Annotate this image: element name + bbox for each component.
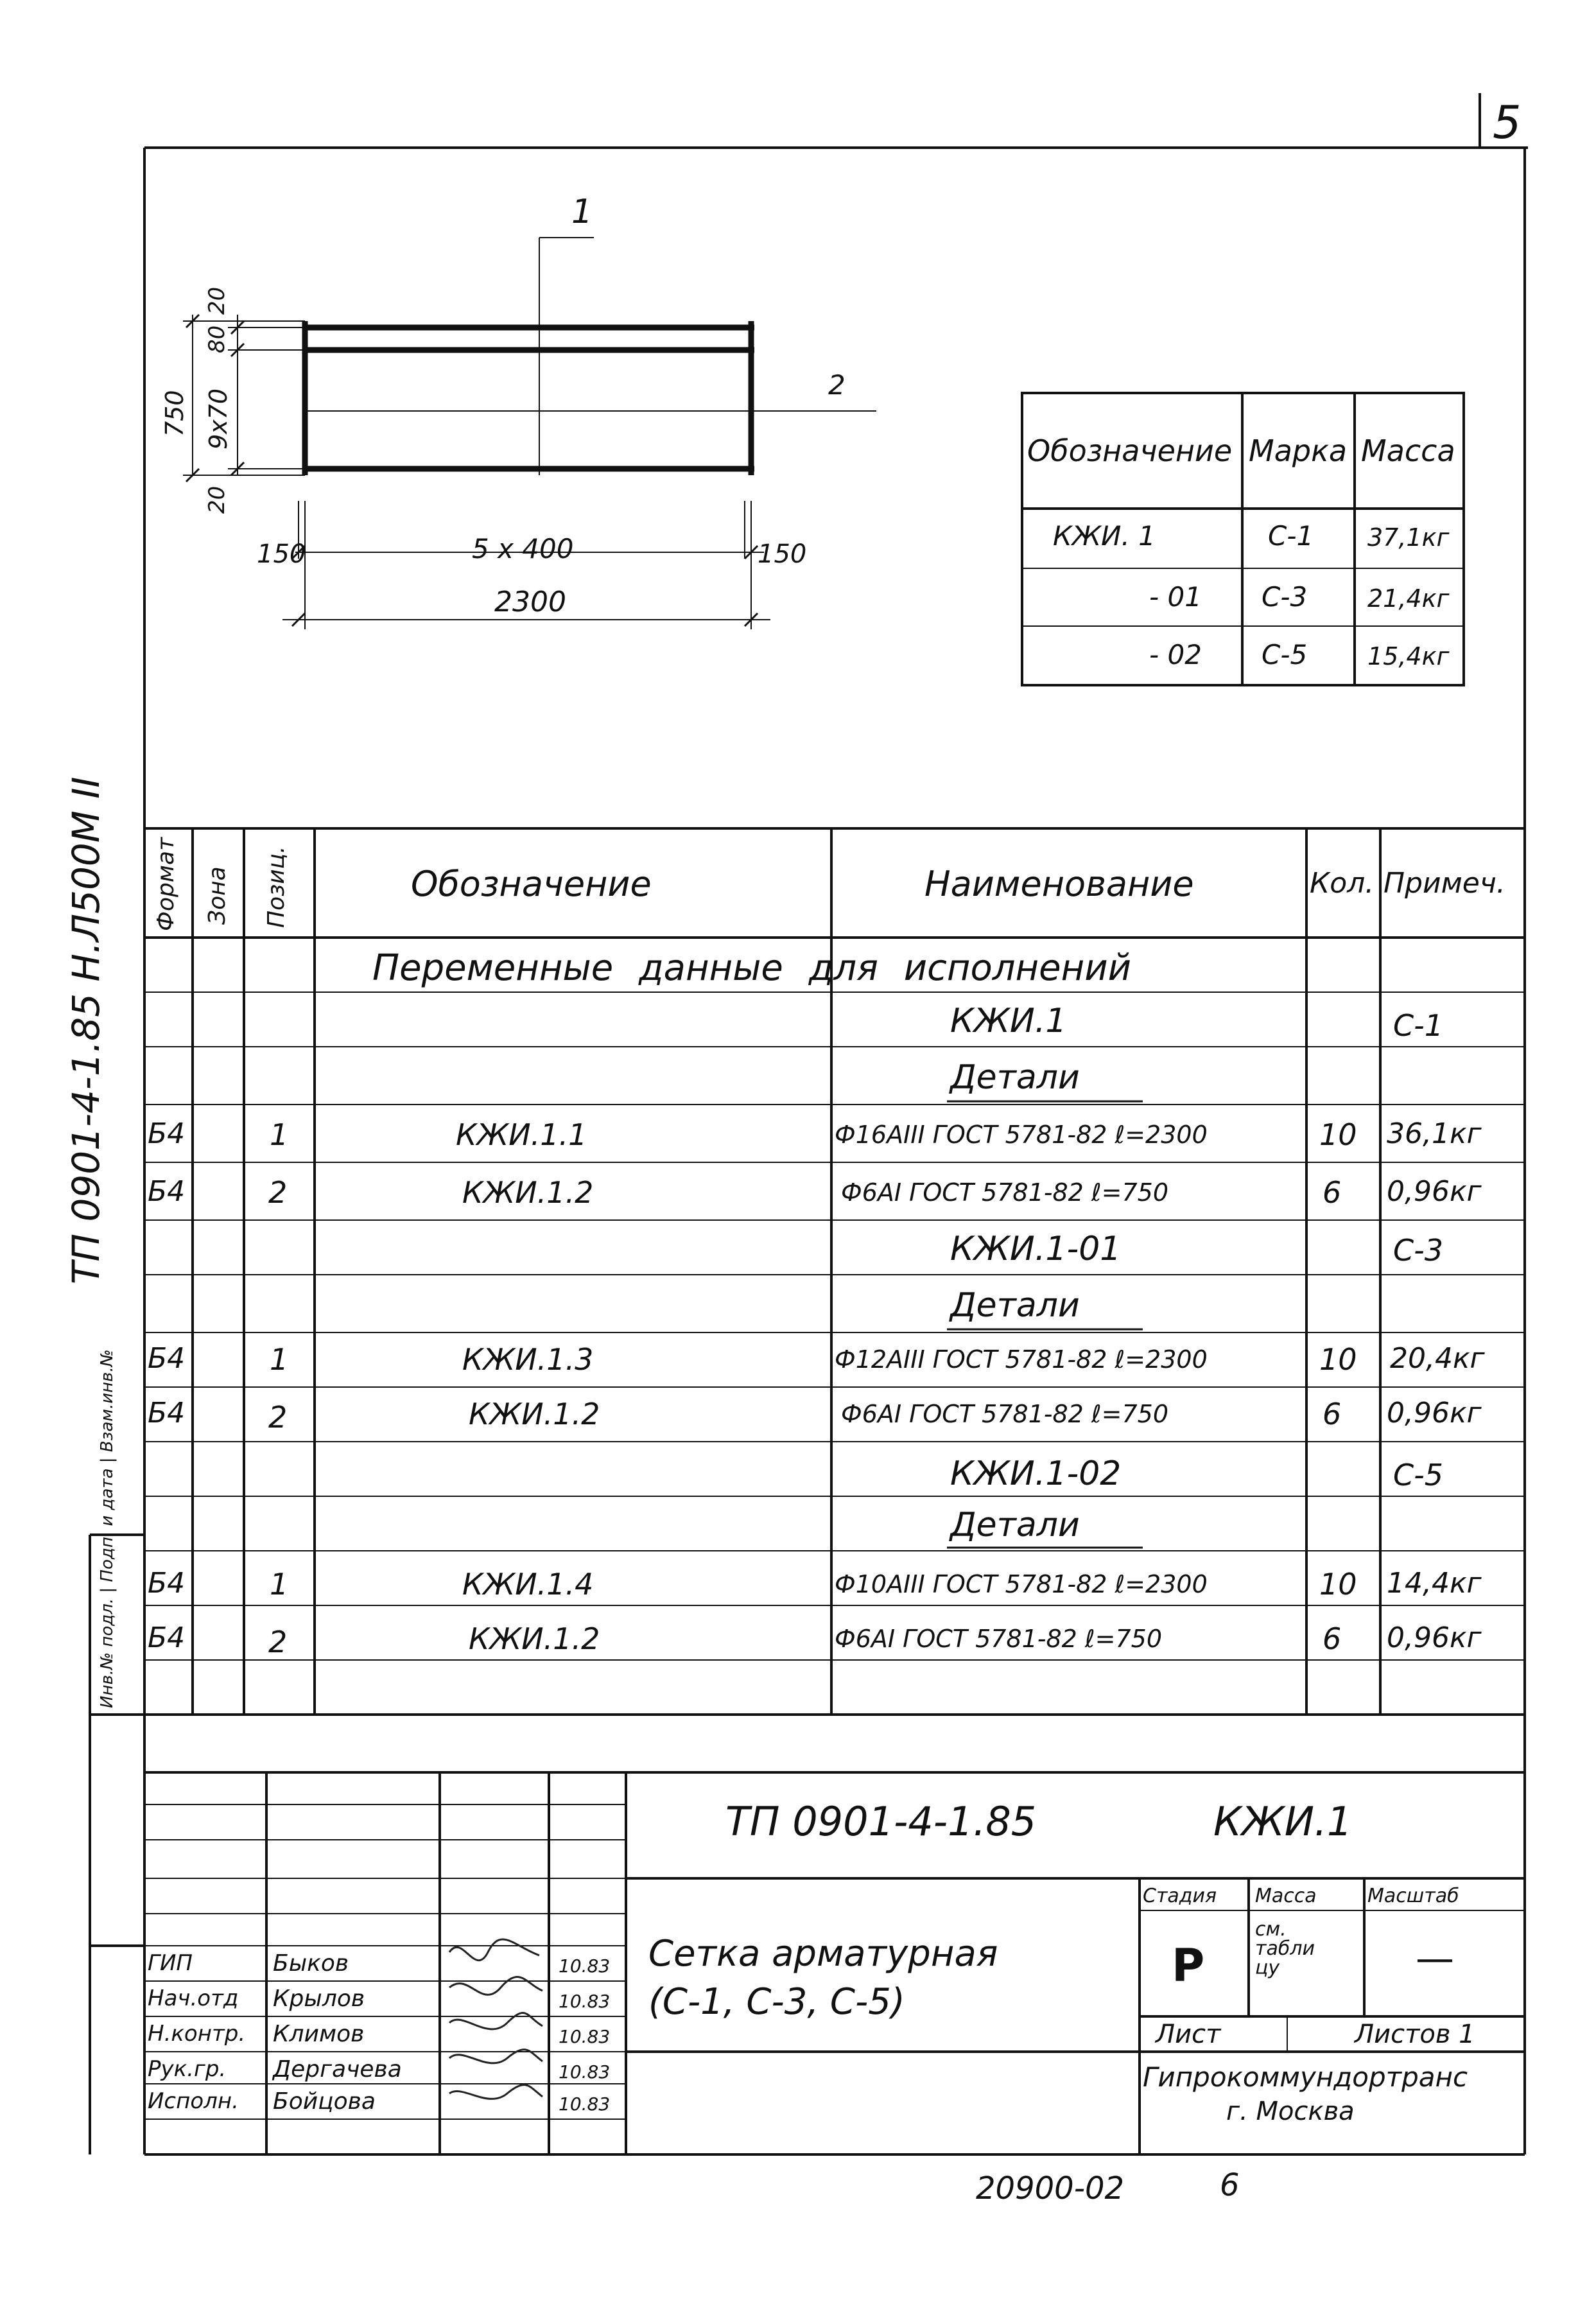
dim-5x400: 5 x 400	[472, 533, 574, 564]
mass-table-row2-mass: 21,4кг	[1367, 584, 1450, 613]
group2-details-label: Детали	[950, 1286, 1080, 1325]
g3-item1-format: Б4	[148, 1567, 186, 1600]
person-name: Бойцова	[273, 2088, 376, 2115]
group2-note: С-3	[1393, 1233, 1443, 1268]
g3-item2-note: 0,96кг	[1387, 1621, 1482, 1654]
mass-table-row2-designation: - 01	[1149, 581, 1202, 613]
title-block-title-line1: Сетка арматурная	[648, 1933, 998, 1975]
mass-table-header-mark: Марка	[1249, 433, 1348, 468]
stage-value: Р	[1172, 1939, 1205, 1992]
mass-table-row1-mark: С-1	[1268, 520, 1314, 552]
group3-code: КЖИ.1-02	[950, 1455, 1122, 1493]
g1-item1-note: 36,1кг	[1387, 1117, 1482, 1150]
g2-item1-name: Ф12АIII ГОСТ 5781-82 ℓ=2300	[835, 1345, 1208, 1374]
g2-item1-format: Б4	[148, 1342, 186, 1375]
mass-table-row3-designation: - 02	[1149, 639, 1202, 670]
g1-item1-format: Б4	[148, 1117, 186, 1150]
person-date: 10.83	[559, 1991, 611, 2012]
mass-table-row3-mass: 15,4кг	[1367, 642, 1450, 670]
g1-item1-designation: КЖИ.1.1	[456, 1117, 587, 1152]
g2-item2-designation: КЖИ.1.2	[469, 1397, 600, 1431]
spec-header-pos: Позиц.	[263, 846, 290, 928]
group3-note: С-5	[1393, 1458, 1443, 1492]
g2-item2-name: Ф6АI ГОСТ 5781-82 ℓ=750	[841, 1400, 1168, 1428]
mass-table-row2-mark: С-3	[1262, 581, 1308, 613]
person-role: Исполн.	[148, 2088, 239, 2114]
mass-table-row1-designation: КЖИ. 1	[1053, 520, 1156, 552]
person-name: Быков	[273, 1950, 349, 1977]
mass-table-header-mass: Масса	[1361, 433, 1455, 468]
g2-item1-designation: КЖИ.1.3	[462, 1342, 594, 1377]
dim-150-left: 150	[257, 539, 306, 569]
spec-header-designation: Обозначение	[411, 864, 652, 904]
group3-details-label: Детали	[950, 1506, 1080, 1544]
dim-750: 750	[160, 390, 189, 437]
g3-item1-name: Ф10АIII ГОСТ 5781-82 ℓ=2300	[835, 1570, 1208, 1598]
mass-table-header-designation: Обозначение	[1027, 433, 1233, 468]
person-role: Н.контр.	[148, 2021, 246, 2047]
g3-item1-designation: КЖИ.1.4	[462, 1567, 594, 1602]
g3-item2-name: Ф6АI ГОСТ 5781-82 ℓ=750	[835, 1625, 1162, 1653]
spec-header-qty: Кол.	[1310, 867, 1375, 900]
g1-item1-qty: 10	[1319, 1117, 1357, 1152]
person-date: 10.83	[559, 2093, 611, 2115]
stage-label: Стадия	[1143, 1885, 1217, 1907]
g1-item2-qty: 6	[1323, 1175, 1342, 1210]
sheets-label: Листов 1	[1355, 2020, 1475, 2049]
g2-item2-qty: 6	[1323, 1397, 1342, 1431]
g3-item1-pos: 1	[270, 1567, 289, 1602]
spec-header-name: Наименование	[924, 864, 1194, 904]
group1-note: С-1	[1393, 1008, 1443, 1043]
g3-item2-designation: КЖИ.1.2	[469, 1621, 600, 1656]
dim-2300: 2300	[494, 586, 566, 618]
mass-table-row3-mark: С-5	[1262, 639, 1308, 670]
left-margin-code: ТП 0901-4-1.85 Н.Л500М II	[64, 776, 108, 1284]
mass-label: Масса	[1255, 1885, 1317, 1907]
position-1-label: 1	[571, 193, 593, 231]
spec-title-row: Переменные данные для исполнений	[372, 947, 1132, 989]
position-2-label: 2	[828, 369, 846, 401]
person-name: Климов	[273, 2021, 365, 2047]
title-block-mark: КЖИ.1	[1213, 1798, 1353, 1845]
person-date: 10.83	[559, 2026, 611, 2047]
g2-item2-pos: 2	[268, 1400, 288, 1435]
organization-name: Гипрокоммундортранс	[1143, 2061, 1468, 2093]
g2-item1-qty: 10	[1319, 1342, 1357, 1377]
g1-item1-pos: 1	[270, 1117, 289, 1152]
dim-20-top: 20	[204, 286, 230, 315]
person-name: Крылов	[273, 1986, 365, 2012]
g2-item2-format: Б4	[148, 1397, 186, 1429]
title-block-doc-code: ТП 0901-4-1.85	[725, 1798, 1037, 1845]
title-block-title-line2: (С-1, С-3, С-5)	[648, 1981, 905, 2023]
group1-details-label: Детали	[950, 1058, 1080, 1097]
scale-value: —	[1416, 1936, 1454, 1981]
g1-item1-name: Ф16АIII ГОСТ 5781-82 ℓ=2300	[835, 1121, 1208, 1149]
g1-item2-note: 0,96кг	[1387, 1175, 1482, 1208]
g1-item2-name: Ф6АI ГОСТ 5781-82 ℓ=750	[841, 1178, 1168, 1207]
sheet-number: 5	[1493, 96, 1522, 149]
mass-table-row1-mass: 37,1кг	[1367, 523, 1450, 552]
g1-item2-designation: КЖИ.1.2	[462, 1175, 594, 1210]
person-role: Нач.отд	[148, 1986, 239, 2011]
mesh-drawing	[183, 238, 876, 629]
scale-label: Масштаб	[1367, 1885, 1459, 1907]
bottom-archive-number: 20900-02	[976, 2171, 1125, 2206]
person-role: ГИП	[148, 1950, 193, 1976]
bottom-page-number: 6	[1220, 2167, 1240, 2203]
person-name: Дергачева	[273, 2056, 402, 2083]
sheet-label: Лист	[1156, 2020, 1221, 2049]
g2-item1-pos: 1	[270, 1342, 289, 1377]
g1-item2-format: Б4	[148, 1175, 186, 1208]
dim-150-right: 150	[758, 539, 807, 569]
person-date: 10.83	[559, 1955, 611, 1977]
mass-value: см. табли цу	[1255, 1918, 1315, 1979]
dim-20-bottom: 20	[204, 485, 230, 514]
organization-city: г. Москва	[1226, 2097, 1355, 2126]
dim-9x70: 9x70	[204, 388, 232, 450]
g3-item2-qty: 6	[1323, 1621, 1342, 1656]
g3-item1-qty: 10	[1319, 1567, 1357, 1602]
g3-item2-pos: 2	[268, 1625, 288, 1659]
spec-header-note: Примеч.	[1383, 867, 1505, 900]
g1-item2-pos: 2	[268, 1175, 288, 1210]
dim-80: 80	[204, 325, 230, 353]
group2-code: КЖИ.1-01	[950, 1230, 1122, 1268]
g2-item2-note: 0,96кг	[1387, 1397, 1482, 1429]
g3-item1-note: 14,4кг	[1387, 1567, 1482, 1600]
g3-item2-format: Б4	[148, 1621, 186, 1654]
g2-item1-note: 20,4кг	[1390, 1342, 1485, 1375]
person-role: Рук.гр.	[148, 2056, 227, 2082]
group1-code: КЖИ.1	[950, 1002, 1067, 1040]
spec-header-zone: Зона	[204, 866, 230, 925]
person-date: 10.83	[559, 2061, 611, 2083]
left-margin-stamp: Инв.№ подл. | Подп. и дата | Взам.инв.№	[98, 1349, 117, 1708]
spec-header-format: Формат	[153, 837, 179, 931]
